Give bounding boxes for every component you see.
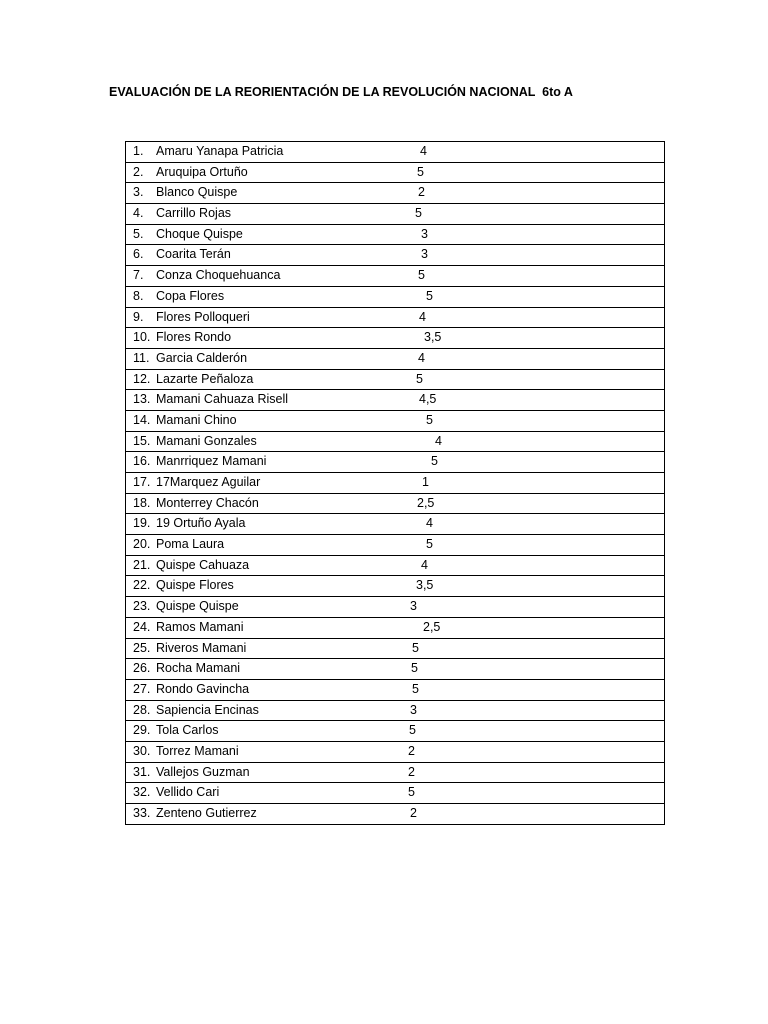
table-row <box>126 555 665 576</box>
student-name: Rocha Mamani <box>156 661 241 676</box>
row-number: 32. <box>133 785 151 800</box>
student-name: Quispe Flores <box>156 578 234 593</box>
student-cell <box>126 162 665 183</box>
row-number: 12. <box>133 371 151 386</box>
student-name: Rondo Gavincha <box>156 681 250 696</box>
table-row <box>126 617 665 638</box>
table-row <box>126 307 665 328</box>
table-row <box>126 204 665 225</box>
student-name: 19 Ortuño Ayala <box>156 516 246 531</box>
student-cell <box>126 638 665 659</box>
table-row <box>126 286 665 307</box>
student-grade: 3 <box>410 702 417 717</box>
row-number: 25. <box>133 640 151 655</box>
student-cell <box>126 659 665 680</box>
student-name: Garcia Calderón <box>156 350 248 365</box>
row-number: 5. <box>133 226 144 241</box>
student-grade: 5 <box>426 288 433 303</box>
student-cell <box>126 224 665 245</box>
row-number: 10. <box>133 330 151 345</box>
row-number: 3. <box>133 185 144 200</box>
row-number: 2. <box>133 164 144 179</box>
table-row <box>126 535 665 556</box>
row-number: 16. <box>133 454 151 469</box>
row-number: 17. <box>133 475 151 489</box>
student-name: Poma Laura <box>156 537 225 552</box>
table-row <box>126 597 665 618</box>
student-name: Ramos Mamani <box>156 619 244 634</box>
student-name: Torrez Mamani <box>156 743 239 758</box>
row-number: 28. <box>133 702 151 717</box>
row-number: 6. <box>133 247 144 262</box>
student-name: Tola Carlos <box>156 723 219 738</box>
student-grade: 3 <box>410 599 417 614</box>
row-number: 8. <box>133 288 144 303</box>
table-row <box>126 390 665 411</box>
student-name: Conza Choquehuanca <box>156 268 281 283</box>
row-number: 27. <box>133 681 151 696</box>
student-cell <box>126 514 665 535</box>
student-cell <box>126 804 665 825</box>
student-cell <box>126 473 665 494</box>
student-name: 17Marquez Aguilar <box>156 475 261 489</box>
row-number: 30. <box>133 743 151 758</box>
table-row <box>126 162 665 183</box>
student-grade: 5 <box>431 454 438 469</box>
grades-table <box>125 141 665 825</box>
student-grade: 5 <box>416 371 423 386</box>
student-name: Zenteno Gutierrez <box>156 806 257 820</box>
row-number: 22. <box>133 578 151 593</box>
table-row <box>126 804 665 825</box>
row-number: 9. <box>133 309 144 324</box>
table-row <box>126 700 665 721</box>
table-row <box>126 638 665 659</box>
table-row <box>126 452 665 473</box>
table-row <box>126 183 665 204</box>
student-name: Sapiencia Encinas <box>156 702 259 717</box>
student-cell <box>126 142 665 163</box>
student-cell <box>126 617 665 638</box>
row-number: 1. <box>133 144 144 158</box>
student-grade: 3,5 <box>424 330 442 345</box>
table-row <box>126 721 665 742</box>
table-row <box>126 369 665 390</box>
table-row <box>126 783 665 804</box>
table-row <box>126 266 665 287</box>
student-grade: 5 <box>412 681 419 696</box>
row-number: 23. <box>133 599 151 614</box>
student-cell <box>126 576 665 597</box>
row-number: 20. <box>133 537 151 552</box>
student-cell <box>126 431 665 452</box>
student-grade: 4,5 <box>419 392 437 407</box>
student-grade: 4 <box>418 350 425 365</box>
student-cell <box>126 493 665 514</box>
student-name: Mamani Chino <box>156 412 237 427</box>
row-number: 15. <box>133 433 151 448</box>
student-name: Coarita Terán <box>156 247 231 262</box>
student-name: Copa Flores <box>156 288 225 303</box>
student-cell <box>126 452 665 473</box>
table-row <box>126 224 665 245</box>
student-cell <box>126 783 665 804</box>
student-grade: 4 <box>426 516 433 531</box>
table-row <box>126 741 665 762</box>
student-name: Manrriquez Mamani <box>156 454 267 469</box>
student-grade: 2,5 <box>423 619 441 634</box>
student-grade: 5 <box>409 723 416 738</box>
student-name: Flores Polloqueri <box>156 309 250 324</box>
student-grade: 5 <box>417 164 424 179</box>
student-grade: 4 <box>420 144 427 158</box>
row-number: 33. <box>133 806 151 820</box>
row-number: 24. <box>133 619 151 634</box>
table-row <box>126 659 665 680</box>
student-cell <box>126 597 665 618</box>
student-cell <box>126 410 665 431</box>
table-row <box>126 679 665 700</box>
student-grade: 5 <box>426 537 433 552</box>
student-name: Vellido Cari <box>156 785 220 800</box>
row-number: 26. <box>133 661 151 676</box>
student-grade: 5 <box>415 206 422 221</box>
student-grade: 3 <box>421 226 428 241</box>
student-name: Monterrey Chacón <box>156 495 259 510</box>
student-cell <box>126 307 665 328</box>
row-number: 19. <box>133 516 151 531</box>
student-grade: 2 <box>418 185 425 200</box>
document-title: EVALUACIÓN DE LA REORIENTACIÓN DE LA REVOLUCIÓN NACIONAL 6to A <box>109 85 573 99</box>
table-row <box>126 328 665 349</box>
student-grade: 3 <box>421 247 428 262</box>
student-grade: 4 <box>435 433 442 448</box>
student-cell <box>126 535 665 556</box>
student-name: Vallejos Guzman <box>156 764 250 779</box>
student-name: Blanco Quispe <box>156 185 238 200</box>
student-cell <box>126 721 665 742</box>
row-number: 29. <box>133 723 151 738</box>
student-name: Flores Rondo <box>156 330 232 345</box>
student-grade: 2 <box>408 743 415 758</box>
row-number: 4. <box>133 206 144 221</box>
student-cell <box>126 286 665 307</box>
student-name: Lazarte Peñaloza <box>156 371 254 386</box>
table-row <box>126 762 665 783</box>
row-number: 13. <box>133 392 151 407</box>
student-cell <box>126 183 665 204</box>
student-name: Carrillo Rojas <box>156 206 232 221</box>
student-cell <box>126 204 665 225</box>
student-cell <box>126 266 665 287</box>
student-name: Riveros Mamani <box>156 640 247 655</box>
student-grade: 2,5 <box>417 495 435 510</box>
row-number: 18. <box>133 495 151 510</box>
student-grade: 5 <box>411 661 418 676</box>
student-grade: 4 <box>419 309 426 324</box>
student-name: Quispe Cahuaza <box>156 557 250 572</box>
table-row <box>126 576 665 597</box>
table-row <box>126 431 665 452</box>
student-grade: 4 <box>421 557 428 572</box>
student-cell <box>126 679 665 700</box>
student-grade: 3,5 <box>416 578 434 593</box>
student-grade: 2 <box>410 806 417 820</box>
row-number: 7. <box>133 268 144 283</box>
table-row <box>126 473 665 494</box>
student-grade: 5 <box>418 268 425 283</box>
row-number: 11. <box>133 350 150 365</box>
student-name: Mamani Gonzales <box>156 433 257 448</box>
student-cell <box>126 555 665 576</box>
student-grade: 5 <box>408 785 415 800</box>
row-number: 14. <box>133 412 151 427</box>
table-row <box>126 245 665 266</box>
student-grade: 5 <box>412 640 419 655</box>
student-cell <box>126 245 665 266</box>
student-cell <box>126 348 665 369</box>
student-name: Mamani Cahuaza Risell <box>156 392 289 407</box>
student-cell <box>126 762 665 783</box>
student-name: Aruquipa Ortuño <box>156 164 248 179</box>
student-cell <box>126 700 665 721</box>
student-cell <box>126 390 665 411</box>
student-grade: 1 <box>422 475 429 489</box>
table-row <box>126 514 665 535</box>
student-name: Choque Quispe <box>156 226 243 241</box>
table-row <box>126 142 665 163</box>
table-row <box>126 410 665 431</box>
student-cell <box>126 741 665 762</box>
row-number: 21. <box>133 557 151 572</box>
student-cell <box>126 328 665 349</box>
student-cell <box>126 369 665 390</box>
student-name: Quispe Quispe <box>156 599 239 614</box>
student-grade: 2 <box>408 764 415 779</box>
student-grade: 5 <box>426 412 433 427</box>
table-row <box>126 493 665 514</box>
row-number: 31. <box>133 764 151 779</box>
student-name: Amaru Yanapa Patricia <box>156 144 284 158</box>
table-row <box>126 348 665 369</box>
